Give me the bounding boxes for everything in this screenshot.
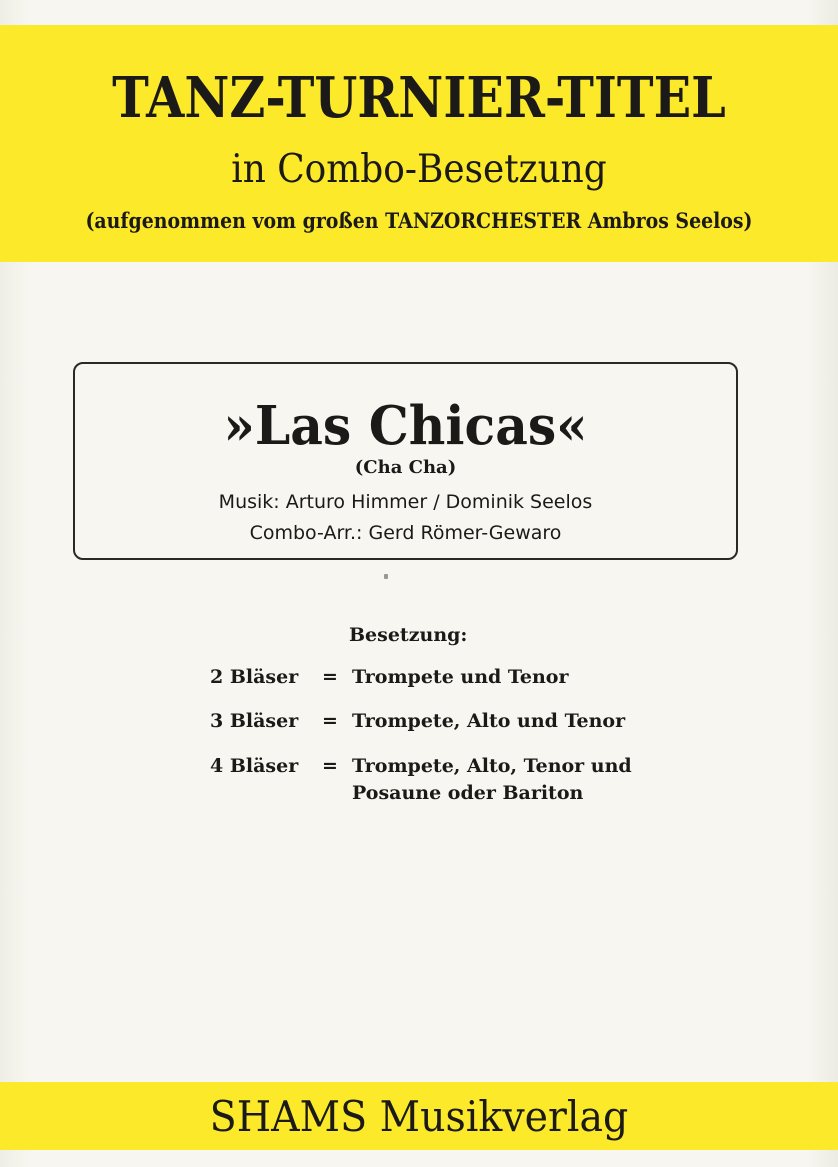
song-style: (Cha Cha) [354,457,457,478]
publisher-name: SHAMS Musikverlag [209,1092,629,1141]
scoring-equals: = [322,755,338,777]
scoring-count: 3 Bläser [210,710,299,732]
scoring-instruments: Trompete und Tenor [352,666,569,688]
scoring-count: 2 Bläser [210,666,299,688]
paper-speck [384,574,388,579]
scoring-equals: = [322,666,338,688]
scoring-count: 4 Bläser [210,755,299,777]
scoring-equals: = [322,710,338,732]
arrangement-credit: Combo-Arr.: Gerd Römer-Gewaro [249,522,562,544]
series-subtitle: in Combo-Besetzung [231,147,607,192]
scoring-heading: Besetzung: [349,624,468,646]
music-credit: Musik: Arturo Himmer / Dominik Seelos [218,491,593,513]
series-note: (aufgenommen vom großen TANZORCHESTER Ambros Seelos) [85,208,753,233]
scoring-instruments: Trompete, Alto, Tenor und Posaune oder Bariton [352,755,632,804]
song-info-box [73,362,738,560]
scoring-instruments: Trompete, Alto und Tenor [352,710,626,732]
series-title: TANZ-TURNIER-TITEL [112,65,726,131]
song-title: »Las Chicas« [223,395,588,457]
